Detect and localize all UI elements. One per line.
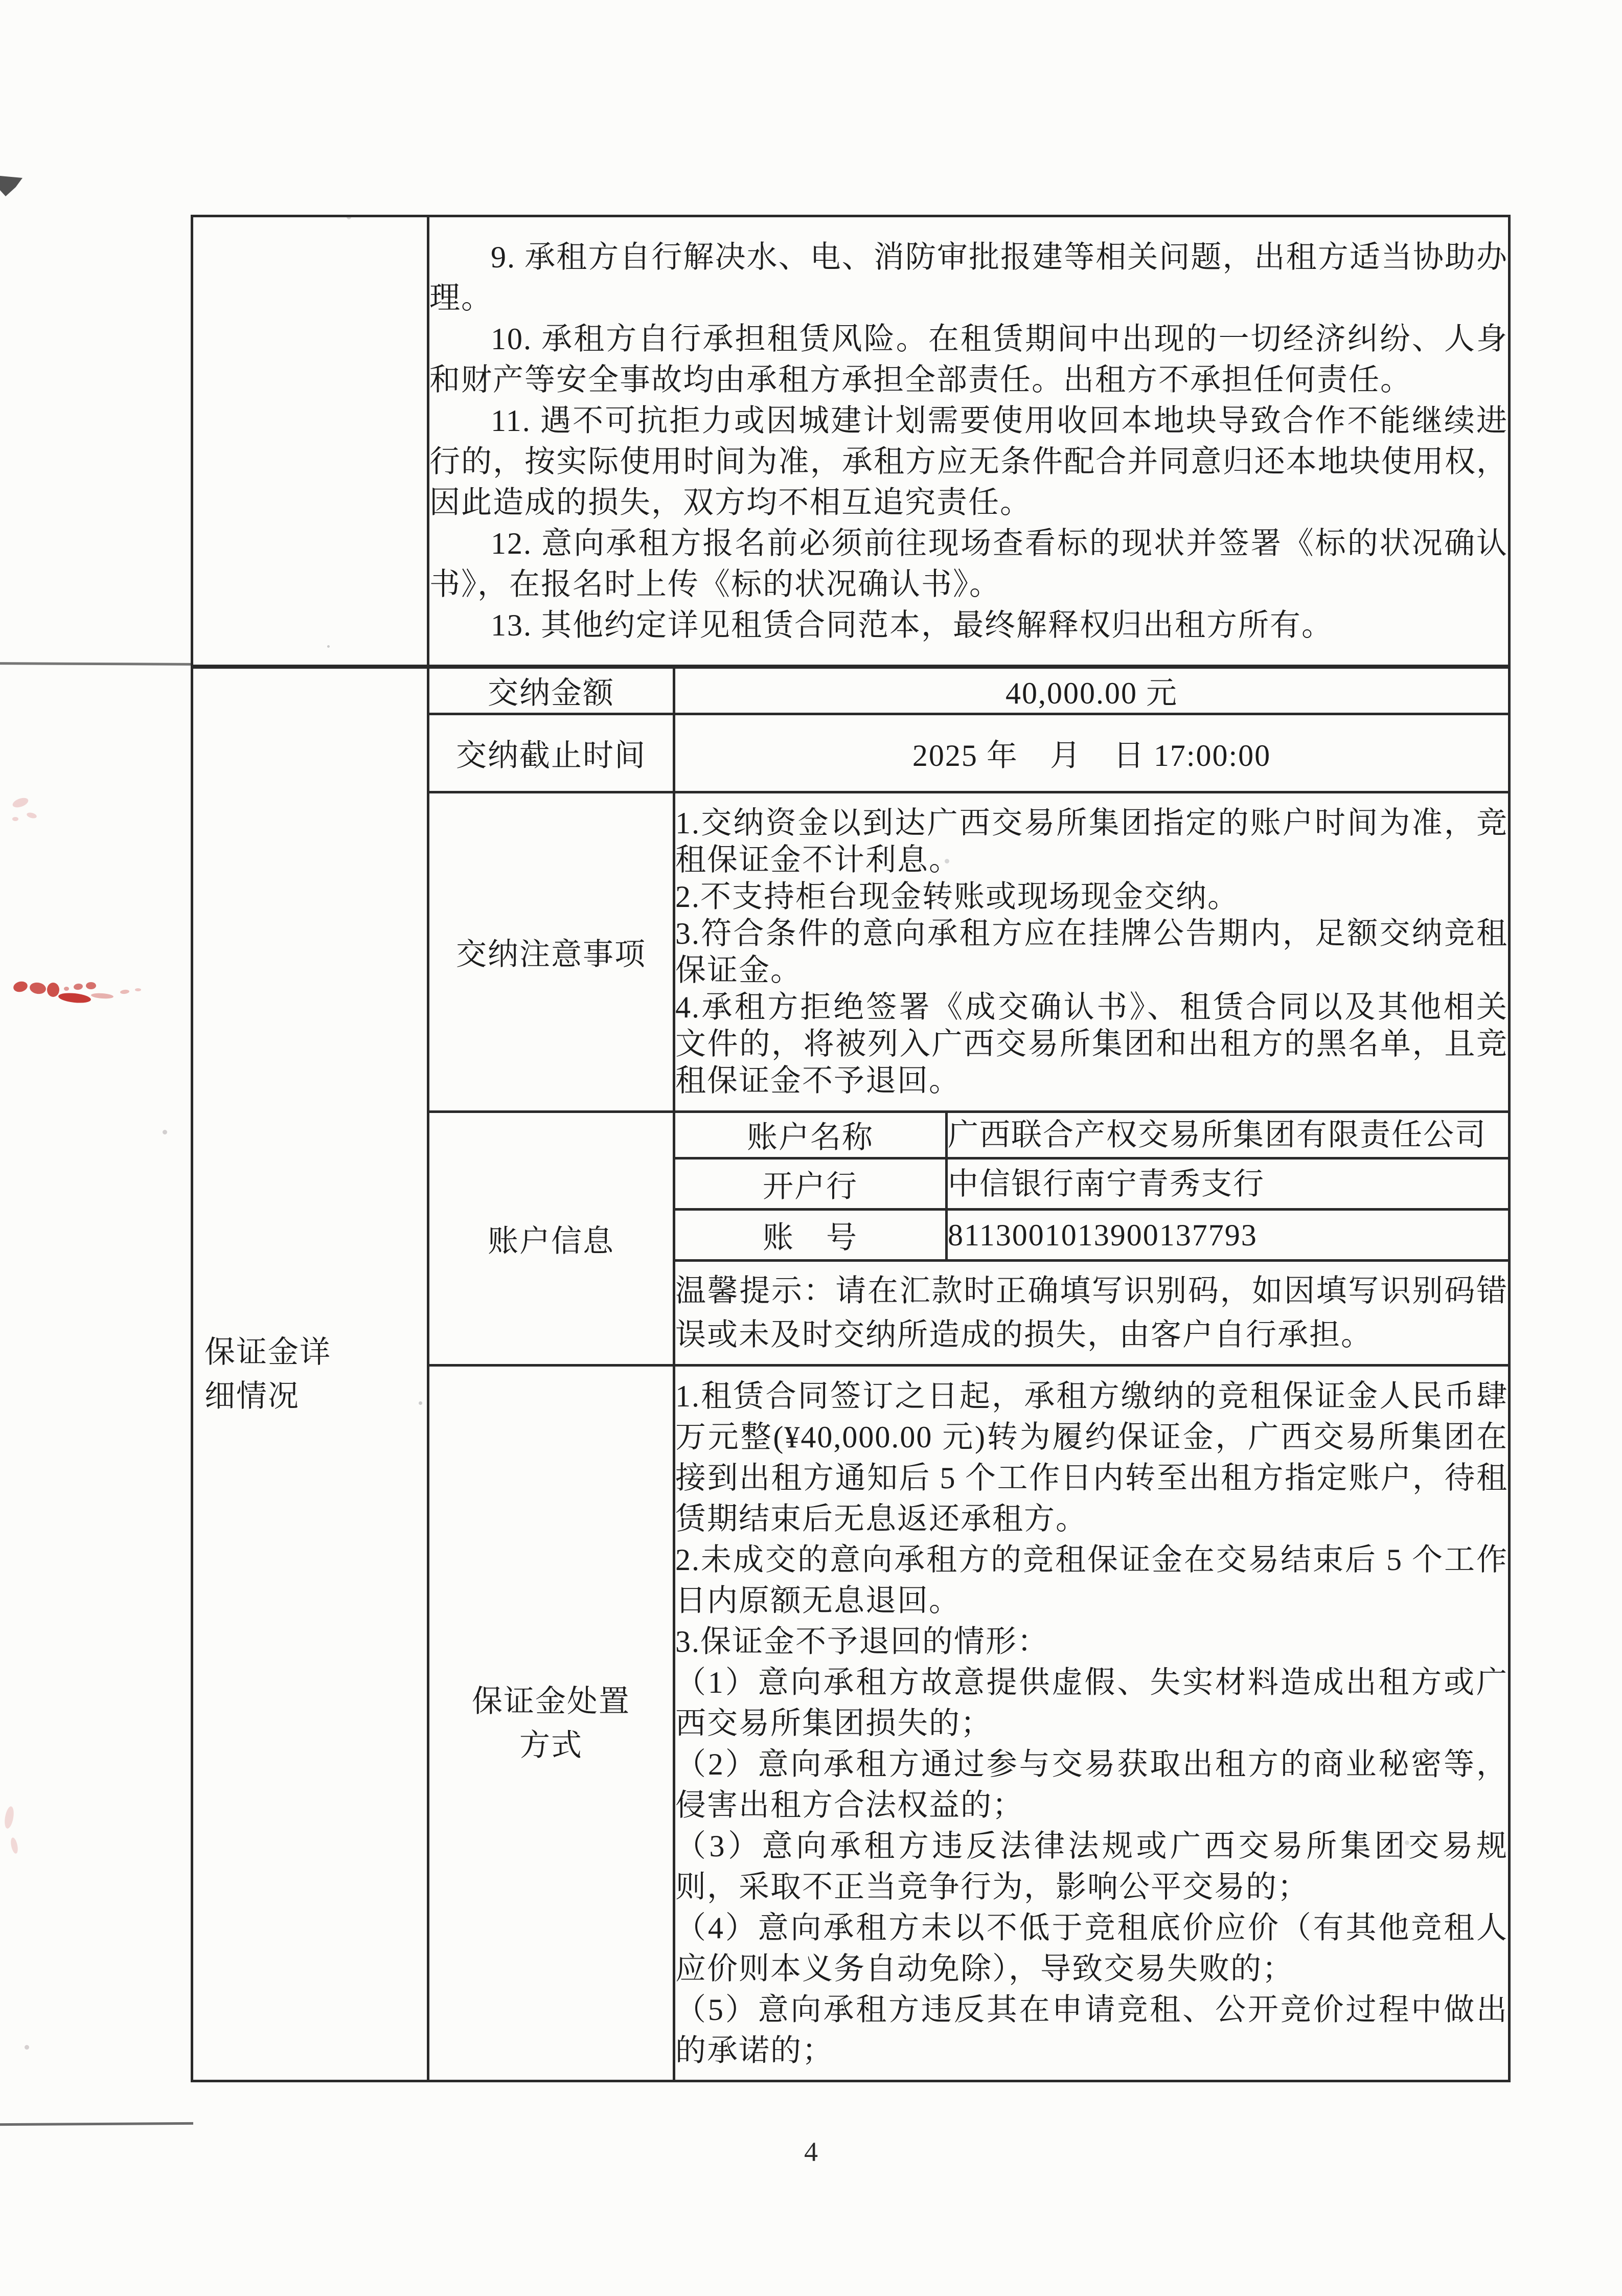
disposal-item: （4）意向承租方未以不低于竞租底价应价（有其他竞租人应价则本义务自动免除），导致交易失败的； [675,1911,1509,1986]
payment-notes-label: 交纳注意事项 [428,792,674,1112]
empty-cell [192,216,428,667]
payment-amount-value: 40,000.00 元 [674,667,1510,714]
payment-deadline-value: 2025 年 月 日 17:00:00 [674,714,1510,792]
disposal-item: 1.租赁合同签订之日起，承租方缴纳的竞租保证金人民币肆万元整(¥40,000.00 元)转为履约保证金，广西交易所集团在接到出租方通知后 5 个工作日内转至出租方指定账户，待租赁期结束后无息返还承租方。 [675,1379,1509,1536]
account-name-value: 广西联合产权交易所集团有限责任公司 [947,1112,1510,1158]
clause-item: 13. 其他约定详见租赁合同范本，最终解释权归出租方所有。 [491,608,1333,642]
clause-item: 11. 遇不可抗拒力或因城建计划需要使用收回本地块导致合作不能继续进行的，按实际使用时间为准，承租方应无条件配合并同意归还本地块使用权，因此造成的损失，双方均不相互追究责任。 [429,403,1509,519]
deposit-disposal-label-cell [428,1366,674,2081]
payment-amount-label: 交纳金额 [428,667,674,714]
deposit-details-table [191,215,1511,2082]
bank-value: 中信银行南宁青秀支行 [947,1158,1510,1210]
account-name-label: 账户名称 [674,1112,947,1158]
deposit-disposal-cell [674,1366,1510,2081]
disposal-item: 3.保证金不予退回的情形： [675,1624,1049,1658]
red-ink-mark-faint [0,1802,31,1863]
disposal-item: （2）意向承租方通过参与交易获取出租方的商业秘密等，侵害出租方合法权益的； [675,1747,1509,1822]
bank-label: 开户行 [674,1158,947,1210]
red-ink-mark [9,975,152,1006]
account-info-label: 账户信息 [428,1112,674,1366]
note-item: 4.承租方拒绝签署《成交确认书》、租赁合同以及其他相关文件的，将被列入广西交易所集团和出租方的黑名单，且竞租保证金不予退回。 [675,990,1509,1098]
clause-item: 12. 意向承租方报名前必须前往现场查看标的现状并签署《标的状况确认书》，在报名时上传《标的状况确认书》。 [429,526,1509,601]
disposal-item: （3）意向承租方违反法律法规或广西交易所集团交易规则，采取不正当竞争行为，影响公平交易的； [675,1829,1509,1904]
section-header-cell [192,667,428,2081]
disposal-item: （1）意向承租方故意提供虚假、失实材料造成出租方或广西交易所集团损失的； [675,1665,1509,1740]
scan-line-artifact [0,662,192,666]
note-item: 3.符合条件的意向承租方应在挂牌公告期内，足额交纳竞租保证金。 [675,917,1509,987]
payment-deadline-label: 交纳截止时间 [428,714,674,792]
scan-line-artifact [0,2122,193,2126]
disposal-item: （5）意向承租方违反其在申请竞租、公开竞价过程中做出的承诺的； [675,1992,1509,2067]
clause-item: 9. 承租方自行解决水、电、消防审批报建等相关问题，出租方适当协助办理。 [429,240,1509,315]
clauses-cell [428,216,1510,667]
account-number-label: 账 号 [674,1210,947,1261]
transfer-notice: 温馨提示：请在汇款时正确填写识别码，如因填写识别码错误或未及时交纳所造成的损失，由客户自行承担。 [675,1274,1509,1352]
section-header: 保证金详细情况 [204,1335,331,1413]
deposit-disposal-label: 保证金处置方式 [472,1684,630,1762]
clause-item: 10. 承租方自行承担租赁风险。在租赁期间中出现的一切经济纠纷、人身和财产等安全事故均由承租方承担全部责任。出租方不承担任何责任。 [429,322,1509,397]
note-item: 1.交纳资金以到达广西交易所集团指定的账户时间为准，竞租保证金不计利息。 [675,806,1509,877]
account-number-value: 8113001013900137793 [947,1210,1510,1261]
note-item: 2.不支持柜台现金转账或现场现金交纳。 [675,880,1239,914]
transfer-notice-cell [674,1261,1510,1366]
disposal-item: 2.未成交的意向承租方的竞租保证金在交易结束后 5 个工作日内原额无息退回。 [675,1542,1509,1618]
red-ink-mark-faint [5,787,51,833]
table-row [192,667,1510,714]
payment-notes-cell [674,792,1510,1112]
table-row [192,216,1510,667]
scan-smudge [0,176,22,196]
page-number: 4 [804,2136,818,2167]
